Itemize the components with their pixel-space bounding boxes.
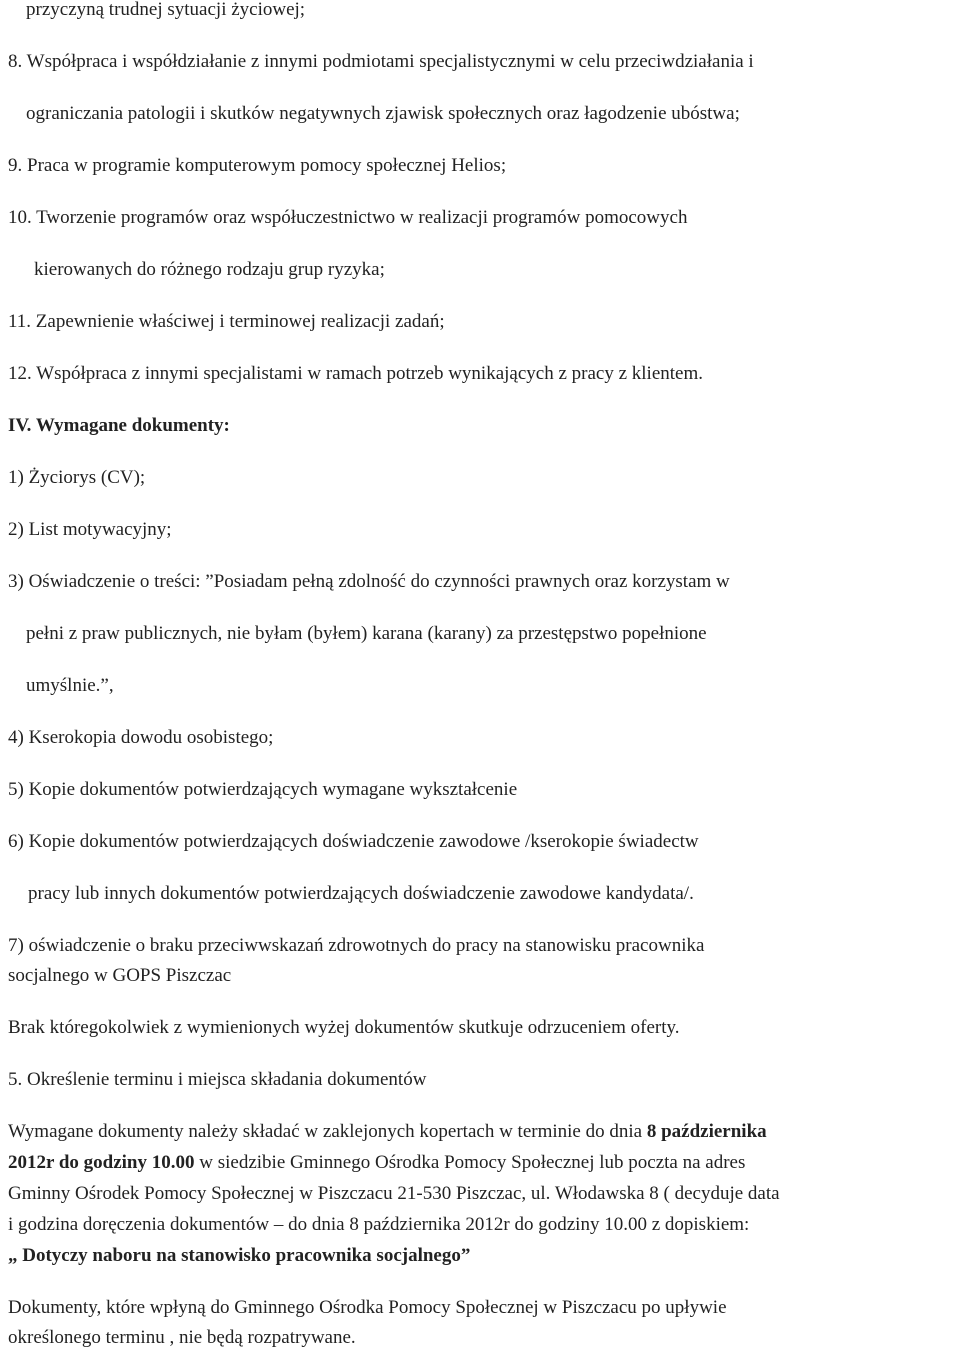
section-heading-deadline: 5. Określenie terminu i miejsca składania dokumentów [8, 1069, 427, 1090]
late-submission-note-cont: określonego terminu , nie będą rozpatrywane. [8, 1327, 356, 1348]
deadline-paragraph-line-4: i godzina doręczenia dokumentów – do dnia 8 października 2012r do godziny 10.00 z dopiskiem: [8, 1214, 750, 1235]
deadline-text: w siedzibie Gminnego Ośrodka Pomocy Społecznej lub poczta na adres [194, 1152, 746, 1173]
document-item-7-cont: socjalnego w GOPS Piszczac [8, 965, 232, 986]
deadline-paragraph-line-3: Gminny Ośrodek Pomocy Społecznej w Piszczacu 21-530 Piszczac, ul. Włodawska 8 ( decyduje data [8, 1183, 780, 1204]
envelope-annotation: „ Dotyczy naboru na stanowisko pracownika socjalnego” [8, 1245, 471, 1266]
list-item-11: 11. Zapewnienie właściwej i terminowej realizacji zadań; [8, 311, 445, 332]
list-item-8-cont: ograniczania patologii i skutków negatywnych zjawisk społecznych oraz łagodzenie ubóstwa; [26, 103, 740, 124]
document-item-3: 3) Oświadczenie o treści: ˮPosiadam pełną zdolność do czynności prawnych oraz korzystam w [8, 571, 730, 592]
document-item-7: 7) oświadczenie o braku przeciwwskazań zdrowotnych do pracy na stanowisku pracownika [8, 935, 705, 956]
document-item-2: 2) List motywacyjny; [8, 519, 172, 540]
deadline-text: Wymagane dokumenty należy składać w zaklejonych kopertach w terminie do dnia [8, 1121, 647, 1142]
list-item-10: 10. Tworzenie programów oraz współuczestnictwo w realizacji programów pomocowych [8, 207, 688, 228]
list-item-9: 9. Praca w programie komputerowym pomocy społecznej Helios; [8, 155, 507, 176]
document-item-4: 4) Kserokopia dowodu osobistego; [8, 727, 274, 748]
text-line: przyczyną trudnej sytuacji życiowej; [26, 0, 306, 20]
section-heading-documents: IV. Wymagane dokumenty: [8, 415, 230, 436]
list-item-12: 12. Współpraca z innymi specjalistami w ramach potrzeb wynikających z pracy z klientem. [8, 363, 704, 384]
document-item-1: 1) Życiorys (CV); [8, 467, 146, 488]
deadline-time: 2012r do godziny 10.00 [8, 1152, 195, 1173]
deadline-paragraph-line-1 [8, 1120, 767, 1144]
document-item-3-cont2: umyślnie.ˮ, [26, 675, 114, 696]
deadline-paragraph-line-2 [8, 1151, 745, 1175]
document-item-6-cont: pracy lub innych dokumentów potwierdzających doświadczenie zawodowe kandydata/. [28, 883, 694, 904]
late-submission-note: Dokumenty, które wpłyną do Gminnego Ośrodka Pomocy Społecznej w Piszczacu po upływie [8, 1297, 727, 1318]
deadline-date: 8 października [646, 1121, 767, 1142]
document-item-3-cont: pełni z praw publicznych, nie byłam (byłem) karana (karany) za przestępstwo popełnione [26, 623, 707, 644]
list-item-8: 8. Współpraca i współdziałanie z innymi podmiotami specjalistycznymi w celu przeciwdziałania i [8, 51, 754, 72]
missing-documents-note: Brak któregokolwiek z wymienionych wyżej dokumentów skutkuje odrzuceniem oferty. [8, 1017, 680, 1038]
list-item-10-cont: kierowanych do różnego rodzaju grup ryzyka; [34, 259, 385, 280]
document-item-5: 5) Kopie dokumentów potwierdzających wymagane wykształcenie [8, 779, 518, 800]
document-item-6: 6) Kopie dokumentów potwierdzających doświadczenie zawodowe /kserokopie świadectw [8, 831, 699, 852]
